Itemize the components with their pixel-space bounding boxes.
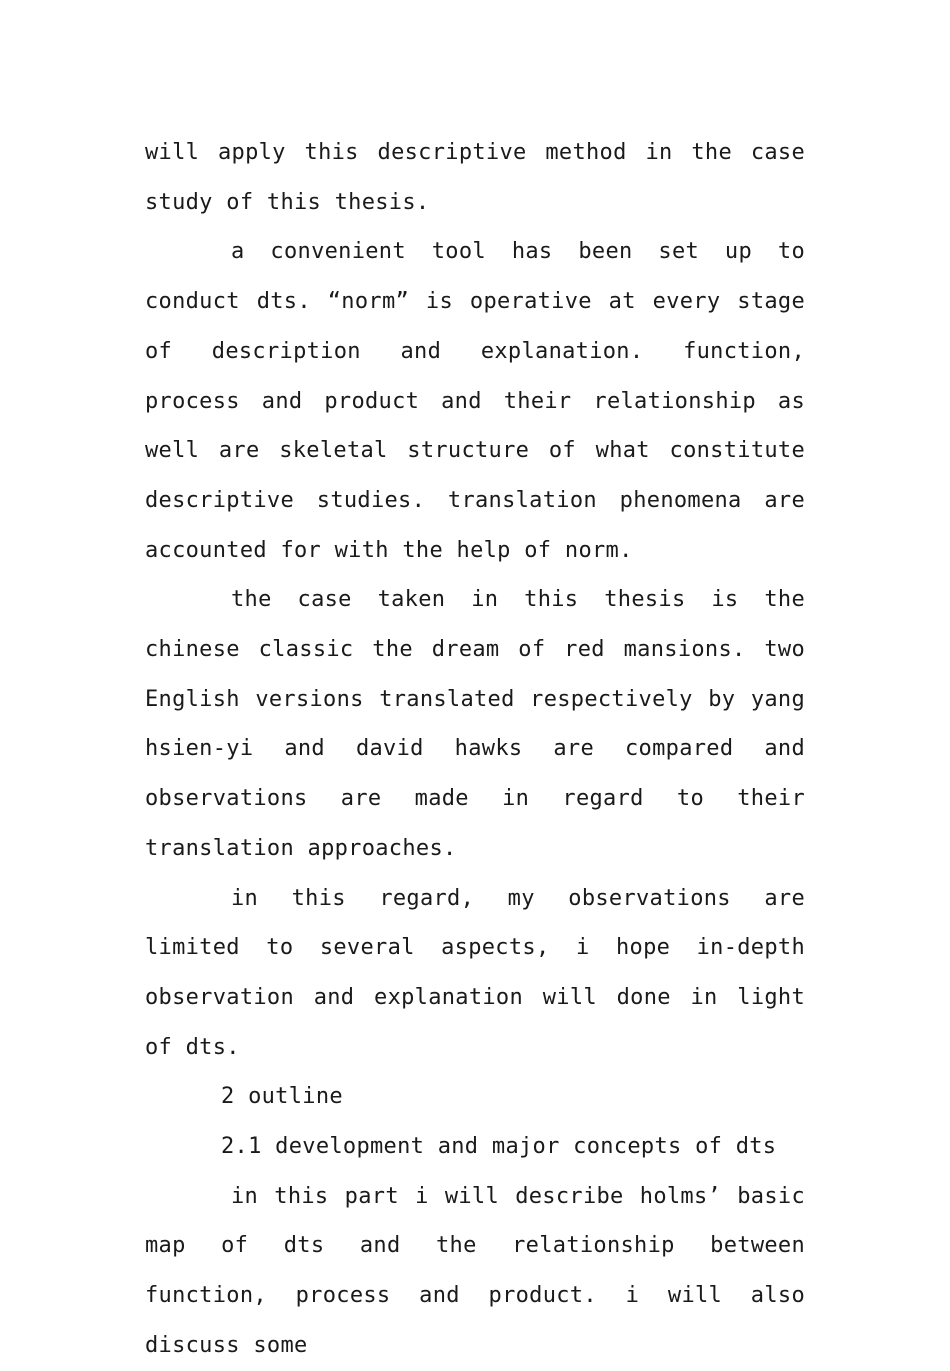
- paragraph-norm-tool: a convenient tool has been set up to conduct dts. “norm” is operative at every stage of description and explanation. function, process and product and their relationship as well are skeletal structure of what constitute descriptive studies. translation phenomena are accounted for with the help of norm.: [145, 239, 805, 563]
- section-heading: 2 outline: [221, 1084, 343, 1110]
- paragraph-continuation: will apply this descriptive method in the case study of this thesis.: [145, 140, 805, 215]
- paragraph-case-study: the case taken in this thesis is the chinese classic the dream of red mansions. two English versions translated respectively by yang hsien-yi and david hawks are compared and observations are made in regard to their translation approaches.: [145, 587, 805, 861]
- paragraph-outline-intro: in this part i will describe holms’ basic map of dts and the relationship between function, process and product. i will also discuss some: [145, 1183, 805, 1358]
- document-page: [145, 128, 805, 1371]
- subsection-heading: 2.1 development and major concepts of dts: [221, 1134, 777, 1160]
- paragraph-observations: in this regard, my observations are limited to several aspects, i hope in-depth observation and explanation will done in light of dts.: [145, 885, 805, 1060]
